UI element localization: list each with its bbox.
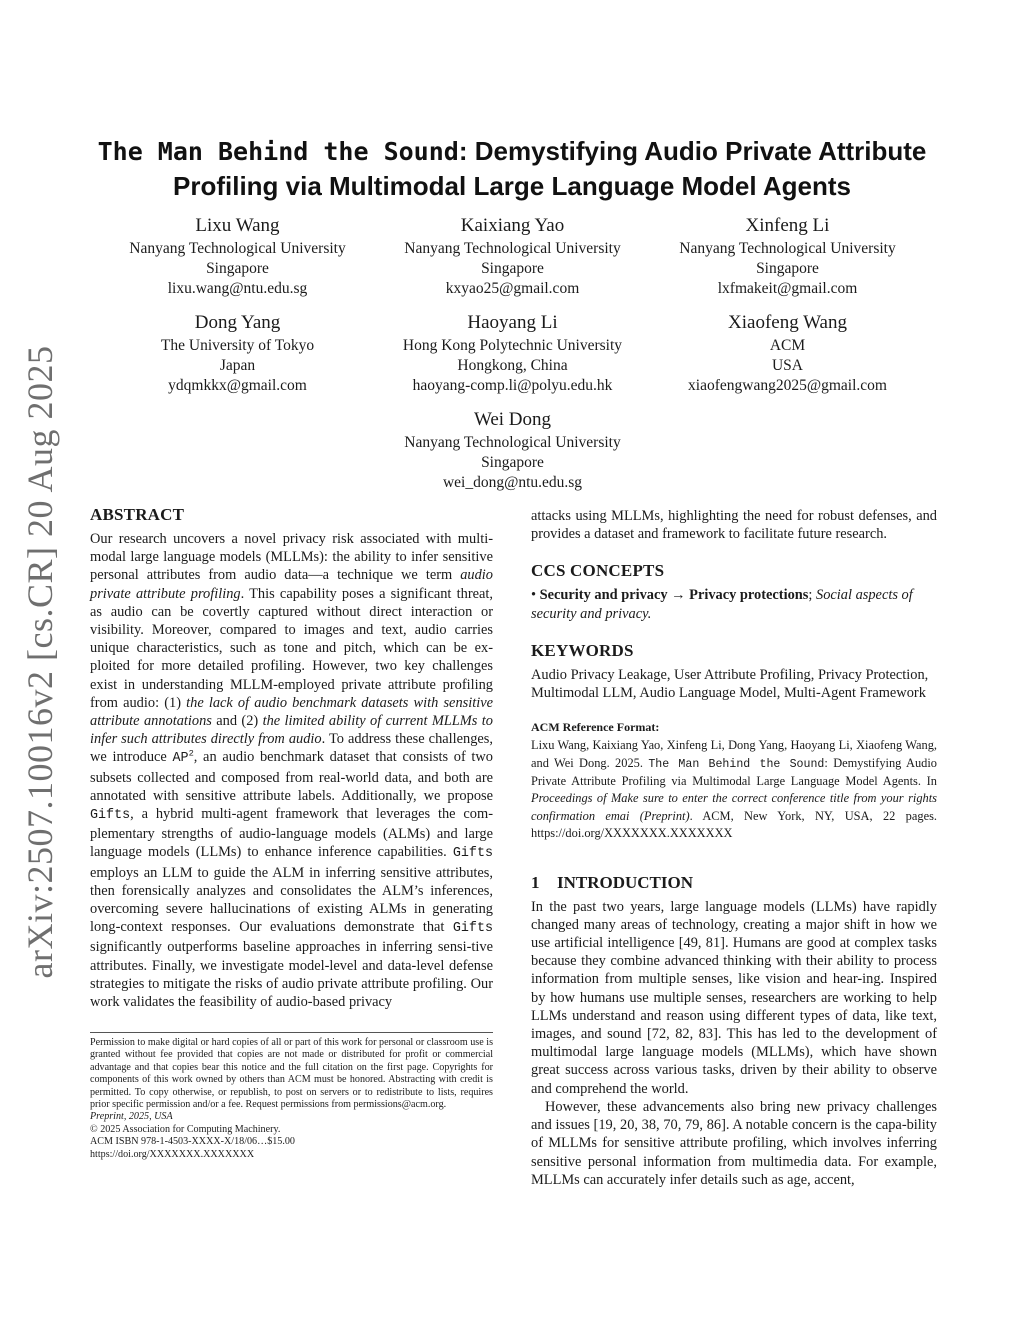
author-card <box>650 214 925 299</box>
permission-notice: Permission to make digital or hard copies of all or part of this work for personal or classroom use is granted without fee provided that copies are not made or distributed for profit or commercial advantage and that copies bear this notice and the full citation on the first page. Copyrights for components of this work owned by others than ACM must be honored. Abstracting with credit is permitted. To copy otherwise, or republish, to post on servers or to redistribute to lists, requires prior specific permission and/or a fee. Request permissions from permissions@acm.org. <box>90 1037 493 1111</box>
abstract-heading: ABSTRACT <box>90 505 185 524</box>
author-location: Hongkong, China <box>457 357 568 374</box>
author-card <box>375 408 650 493</box>
author-block <box>100 214 924 493</box>
author-email[interactable]: ydqmkkx@gmail.com <box>168 377 307 394</box>
author-name: Kaixiang Yao <box>460 215 565 236</box>
author-name: Lixu Wang <box>195 215 280 236</box>
gifts-name: Gifts <box>452 921 493 937</box>
abstract-text: Our research uncovers a novel privacy risk associated with multi-modal large language models (MLLMs): the ability to infer sensitive personal attributes from audio data—a technique we term audio private attribute profiling. This capability poses a significant threat, as audio can be covertly captured without direct interaction or visibility. Moreover, compared to images and text, audio carries unique characteristics, such as tone and pitch, which can be ex-ploited for more detailed profiling. However, two key challenges exist in understanding MLLM-employed private attribute profiling from audio: (1) the lack of audio benchmark datasets with sensitive attribute annotations and (2) the limited ability of current MLLMs to infer such attributes directly from audio. To address these challenges, we introduce $AP^2$, an audio benchmark dataset that consists of two subsets collected and composed from real-world data, and both are annotated with sensitive attribute labels. Additionally, we propose Gifts, a hybrid multi-agent framework that leverages the com-plementary strengths of audio-language models (ALMs) and large language models (LLMs) to enhance inference capabilities. Gifts employs an LLM to guide the ALM in inferring sensitive attributes, then forensically analyzes and consolidates the ALM’s inferences, overcoming severe hallucinations of existing ALMs in generating long-context responses. Our evaluations demonstrate that Gifts significantly outperforms baseline approaches in inferring sensi-tive attributes. Finally, we investigate model-level and data-level defense strategies to mitigate the risks of audio private attribute profiling. Our work validates the feasibility of audio-based privacy <box>90 531 494 1011</box>
paper-title <box>60 134 964 203</box>
author-affiliation: Nanyang Technological University <box>404 434 621 451</box>
title-rest-line1: : Demystifying Audio Private Attribute <box>458 136 927 166</box>
keywords-text: Audio Privacy Leakage, User Attribute Profiling, Privacy Protection, Multimodal LLM, Audio Language Model, Multi-Agent Framework <box>531 666 929 702</box>
title-mono-part: The Man Behind the Sound <box>97 137 459 166</box>
author-email[interactable]: xiaofengwang2025@gmail.com <box>688 377 887 394</box>
ap2-dataset-name: $AP^2$ <box>172 748 194 767</box>
ccs-heading: CCS CONCEPTS <box>531 561 665 581</box>
author-location: Singapore <box>206 260 269 277</box>
author-card <box>100 214 375 299</box>
author-name: Xinfeng Li <box>745 215 830 236</box>
venue-note: Preprint, 2025, USA <box>90 1111 173 1123</box>
author-card <box>375 214 650 299</box>
author-name: Haoyang Li <box>467 312 558 333</box>
gifts-name: Gifts <box>90 808 131 824</box>
left-column <box>90 505 493 1011</box>
author-name: Xiaofeng Wang <box>728 312 847 333</box>
author-affiliation: Hong Kong Polytechnic University <box>402 337 623 354</box>
copyright-line: © 2025 Association for Computing Machinery. <box>90 1123 281 1135</box>
author-affiliation: The University of Tokyo <box>160 337 315 354</box>
author-email[interactable]: kxyao25@gmail.com <box>445 280 580 297</box>
author-email[interactable]: wei_dong@ntu.edu.sg <box>442 474 583 491</box>
author-email[interactable]: lixu.wang@ntu.edu.sg <box>167 280 308 297</box>
author-location: Singapore <box>481 260 544 277</box>
author-name: Wei Dong <box>473 409 552 430</box>
intro-paragraph-1: In the past two years, large language models (LLMs) have rapidly changed many areas of technology, creating a major shift in how we use artificial intelligence [49, 81]. Humans are good at complex tasks because they combine advanced thinking with their ability to process information from multiple senses, like vision and hear-ing. Inspired by how humans use multiple senses, researchers are working to help LLMs understand and reason using different types of data, like text, images, and sound [72, 82, 83]. This has led to the development of multimodal large language models (MLLMs), which have shown great success across various tasks, driven by their ability to observe and comprehend the world. <box>531 898 937 1097</box>
arxiv-identifier: arXiv:2507.10016v2 [cs.CR] 20 Aug 2025 <box>20 345 60 979</box>
author-location: Japan <box>219 357 256 374</box>
author-card <box>375 311 650 396</box>
title-line2: Profiling via Multimodal Large Language Model Agents <box>173 171 851 201</box>
author-card <box>650 311 925 396</box>
footnote-divider <box>90 1032 493 1033</box>
gifts-name: Gifts <box>452 846 493 862</box>
acm-reference-text: Lixu Wang, Kaixiang Yao, Xinfeng Li, Dong Yang, Haoyang Li, Xiaofeng Wang, and Wei Dong. 2025. The Man Behind the Sound: Demystifying Audio Private Attribute Profiling via Multimodal Large Language Model Agents. In Proceedings of Make sure to enter the correct conference title from your rights confirmation emai (Preprint). ACM, New York, NY, USA, 22 pages. https://doi.org/XXXXXXX.XXXXXXX <box>531 738 938 841</box>
author-name: Dong Yang <box>194 312 281 333</box>
doi-link[interactable]: https://doi.org/XXXXXXX.XXXXXXX <box>90 1148 255 1160</box>
author-affiliation: Nanyang Technological University <box>679 240 896 257</box>
isbn-line: ACM ISBN 978-1-4503-XXXX-X/18/06…$15.00 <box>90 1136 295 1148</box>
author-email[interactable]: haoyang-comp.li@polyu.edu.hk <box>412 377 613 394</box>
author-card <box>100 311 375 396</box>
author-affiliation: ACM <box>769 337 806 354</box>
author-affiliation: Nanyang Technological University <box>129 240 346 257</box>
ccs-concepts: • Security and privacy → Privacy protections; Social aspects of security and privacy. <box>531 587 913 622</box>
author-affiliation: Nanyang Technological University <box>404 240 621 257</box>
author-location: Singapore <box>756 260 819 277</box>
keywords-heading: KEYWORDS <box>531 640 634 660</box>
copyright-footnote <box>90 1037 493 1161</box>
intro-paragraph-2: However, these advancements also bring new privacy challenges and issues [19, 20, 38, 70, 79, 86]. A notable concern is the capa-bility of MLLMs for sensitive attribute profiling, which involves inferring sensitive personal information from multimedia data. For example, MLLMs can accurately infer details such as age, accent, <box>531 1098 937 1188</box>
author-email[interactable]: lxfmakeit@gmail.com <box>717 280 858 297</box>
introduction-heading: 1 INTRODUCTION <box>531 872 694 892</box>
right-column <box>531 507 937 1189</box>
author-location: USA <box>771 357 803 374</box>
author-location: Singapore <box>481 454 544 471</box>
acm-reference-heading: ACM Reference Format: <box>531 720 660 735</box>
abstract-continued: attacks using MLLMs, highlighting the need for robust defenses, and provides a dataset and framework to facilitate future research. <box>531 508 937 543</box>
